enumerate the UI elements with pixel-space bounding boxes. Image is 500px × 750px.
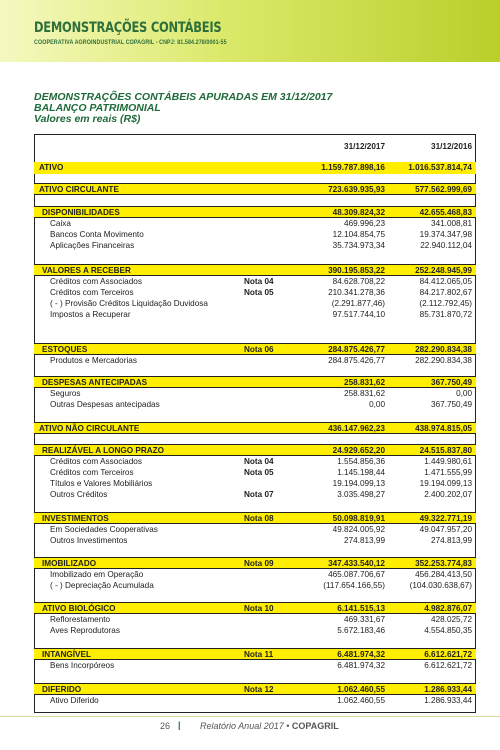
table-row — [34, 467, 476, 478]
table-row — [34, 276, 476, 287]
value-2017: 6.481.974,32 — [337, 661, 385, 670]
value-2017: 49.824.005,92 — [332, 525, 385, 534]
table-row — [34, 376, 476, 388]
table-row — [34, 683, 476, 695]
row-label: Créditos com Associados — [50, 457, 142, 466]
row-label: DIFERIDO — [42, 685, 82, 694]
value-2016: 49.047.957,20 — [419, 525, 472, 534]
value-2017: 258.831,62 — [344, 378, 385, 387]
table-row — [34, 489, 476, 500]
table-row — [34, 388, 476, 399]
table-row — [34, 298, 476, 309]
column-header-2016: 31/12/2016 — [431, 142, 472, 151]
value-2017: 258.831,62 — [344, 389, 385, 398]
row-label: Seguros — [50, 389, 81, 398]
table-row — [34, 456, 476, 467]
value-2016: 19.194.099,13 — [419, 479, 472, 488]
table-row — [34, 602, 476, 614]
table-row — [34, 343, 476, 355]
header-band — [0, 0, 500, 62]
row-note: Nota 12 — [244, 685, 274, 694]
value-2016: 1.449.980,61 — [424, 457, 472, 466]
footer-separator: | — [178, 720, 181, 730]
value-2017: 5.672.183,46 — [337, 626, 385, 635]
table-row — [34, 399, 476, 410]
row-label: Títulos e Valores Mobiliários — [50, 479, 153, 488]
value-2017: 1.062.460,55 — [337, 696, 385, 705]
row-label: Caixa — [50, 219, 71, 228]
table-row — [34, 695, 476, 706]
value-2017: (117.654.166,55) — [323, 581, 385, 590]
value-2016: 42.655.468,83 — [419, 208, 472, 217]
row-label: Impostos a Recuperar — [50, 310, 131, 319]
table-row — [34, 524, 476, 535]
row-label: ( - ) Provisão Créditos Liquidação Duvidosa — [50, 299, 208, 308]
value-2017: 84.628.708,22 — [332, 277, 385, 286]
value-2016: 367.750,49 — [431, 400, 472, 409]
row-note: Nota 05 — [244, 288, 274, 297]
table-row — [34, 535, 476, 546]
value-2016: 49.322.771,19 — [419, 514, 472, 523]
table-row — [34, 569, 476, 580]
value-2017: 35.734.973,34 — [332, 241, 385, 250]
value-2016: 1.286.933,44 — [424, 696, 472, 705]
row-label: Imobilizado em Operação — [50, 570, 144, 579]
row-note: Nota 04 — [244, 457, 274, 466]
row-label: ATIVO NÃO CIRCULANTE — [39, 424, 140, 433]
value-2016: 84.412.065,05 — [419, 277, 472, 286]
value-2017: 1.159.787.898,16 — [321, 163, 385, 172]
table-row — [34, 422, 476, 434]
row-label: ( - ) Depreciação Acumulada — [50, 581, 154, 590]
row-label: DESPESAS ANTECIPADAS — [42, 378, 148, 387]
table-row — [34, 512, 476, 524]
value-2017: (2.291.877,46) — [331, 299, 385, 308]
column-header-2017: 31/12/2017 — [344, 142, 385, 151]
value-2017: 469.331,67 — [344, 615, 385, 624]
value-2017: 284.875.426,77 — [328, 345, 385, 354]
row-note: Nota 09 — [244, 559, 274, 568]
value-2017: 97.517.744,10 — [332, 310, 385, 319]
row-label: REALIZÁVEL A LONGO PRAZO — [42, 446, 165, 455]
page-footer — [0, 717, 500, 737]
row-label: Créditos com Terceiros — [50, 468, 134, 477]
row-label: INTANGÍVEL — [42, 650, 91, 659]
row-note: Nota 10 — [244, 604, 274, 613]
table-row — [34, 557, 476, 569]
row-note: Nota 07 — [244, 490, 274, 499]
row-label: Em Sociedades Cooperativas — [50, 525, 158, 534]
value-2016: 4.982.876,07 — [424, 604, 472, 613]
row-label: IMOBILIZADO — [42, 559, 97, 568]
page-number: 26 — [160, 721, 171, 731]
row-label: Aplicações Financeiras — [50, 241, 135, 250]
row-label: Outros Investimentos — [50, 536, 128, 545]
value-2016: 282.290.834,38 — [415, 345, 472, 354]
value-2016: 19.374.347,98 — [419, 230, 472, 239]
table-row — [34, 162, 476, 174]
value-2016: 1.471.555,99 — [424, 468, 472, 477]
value-2017: 1.554.856,36 — [337, 457, 385, 466]
value-2016: 0,00 — [456, 389, 472, 398]
value-2017: 12.104.854,75 — [332, 230, 385, 239]
doc-subtitle: BALANÇO PATRIMONIAL — [34, 102, 161, 114]
row-label: DISPONIBILIDADES — [42, 208, 120, 217]
table-row — [34, 309, 476, 320]
doc-units: Valores em reais (R$) — [34, 113, 141, 125]
row-label: ATIVO — [39, 163, 64, 172]
table-header-row — [34, 141, 476, 152]
doc-title: DEMONSTRAÇÕES CONTÁBEIS APURADAS EM 31/12/2017 — [34, 91, 333, 103]
row-label: Produtos e Mercadorias — [50, 356, 137, 365]
value-2016: 282.290.834,38 — [415, 356, 472, 365]
table-row — [34, 660, 476, 671]
value-2016: 6.612.621,72 — [424, 650, 472, 659]
value-2016: 456.284.413,50 — [415, 570, 472, 579]
table-row — [34, 580, 476, 591]
row-label: Aves Reprodutoras — [50, 626, 120, 635]
row-label: Bens Incorpóreos — [50, 661, 115, 670]
value-2017: 48.309.824,32 — [332, 208, 385, 217]
table-row — [34, 478, 476, 489]
value-2017: 50.098.819,91 — [332, 514, 385, 523]
table-row — [34, 355, 476, 366]
row-note: Nota 08 — [244, 514, 274, 523]
row-label: Reflorestamento — [50, 615, 111, 624]
row-label: VALORES A RECEBER — [42, 266, 131, 275]
table-row — [34, 183, 476, 195]
value-2016: 84.217.802,67 — [419, 288, 472, 297]
value-2016: 367.750,49 — [431, 378, 472, 387]
row-label: Créditos com Associados — [50, 277, 142, 286]
row-label: Ativo Diferido — [50, 696, 99, 705]
value-2017: 436.147.962,23 — [328, 424, 385, 433]
value-2016: 22.940.112,04 — [420, 241, 472, 250]
row-label: ATIVO CIRCULANTE — [39, 185, 119, 194]
value-2017: 284.875.426,77 — [328, 356, 385, 365]
value-2016: (104.030.638,67) — [409, 581, 472, 590]
footer-report-title: Relatório Anual 2017 • — [200, 721, 290, 731]
table-row — [34, 218, 476, 229]
row-note: Nota 05 — [244, 468, 274, 477]
value-2016: 4.554.850,35 — [424, 626, 472, 635]
header-title: DEMONSTRAÇÕES CONTÁBEIS — [34, 20, 222, 36]
value-2016: 274.813,99 — [431, 536, 472, 545]
table-row — [34, 648, 476, 660]
value-2017: 19.194.099,13 — [332, 479, 385, 488]
table-row — [34, 625, 476, 636]
value-2016: 24.515.837,80 — [419, 446, 472, 455]
row-label: Créditos com Terceiros — [50, 288, 134, 297]
table-row — [34, 264, 476, 276]
row-label: ESTOQUES — [42, 345, 88, 354]
value-2016: 428.025,72 — [431, 615, 472, 624]
value-2016: (2.112.792,45) — [419, 299, 472, 308]
value-2017: 465.087.706,67 — [328, 570, 385, 579]
value-2017: 347.433.540,12 — [328, 559, 385, 568]
value-2017: 210.341.278,36 — [328, 288, 385, 297]
value-2017: 1.062.460,55 — [337, 685, 385, 694]
table-row — [34, 287, 476, 298]
table-row — [34, 229, 476, 240]
value-2016: 2.400.202,07 — [424, 490, 472, 499]
table-row — [34, 444, 476, 456]
table-row — [34, 240, 476, 251]
row-label: Outras Despesas antecipadas — [50, 400, 160, 409]
table-row — [34, 614, 476, 625]
value-2016: 1.016.537.814,74 — [408, 163, 472, 172]
value-2016: 6.612.621,72 — [424, 661, 472, 670]
row-label: Bancos Conta Movimento — [50, 230, 144, 239]
value-2016: 352.253.774,83 — [415, 559, 472, 568]
value-2016: 577.562.999,69 — [415, 185, 472, 194]
value-2016: 341.008,81 — [431, 219, 472, 228]
table-row — [34, 206, 476, 218]
value-2016: 438.974.815,05 — [415, 424, 472, 433]
row-note: Nota 11 — [244, 650, 274, 659]
row-label: ATIVO BIOLÓGICO — [42, 604, 116, 613]
value-2016: 85.731.870,72 — [419, 310, 472, 319]
row-note: Nota 06 — [244, 345, 274, 354]
value-2017: 1.145.198,44 — [337, 468, 385, 477]
value-2017: 3.035.498,27 — [337, 490, 385, 499]
row-label: Outros Créditos — [50, 490, 108, 499]
footer-text — [200, 721, 339, 731]
value-2017: 24.929.652,20 — [332, 446, 385, 455]
footer-brand: COPAGRIL — [291, 721, 339, 731]
value-2017: 6.141.515,13 — [337, 604, 385, 613]
value-2016: 252.248.945,99 — [415, 266, 472, 275]
value-2017: 723.639.935,93 — [328, 185, 385, 194]
value-2017: 274.813,99 — [344, 536, 385, 545]
row-label: INVESTIMENTOS — [42, 514, 109, 523]
row-note: Nota 04 — [244, 277, 274, 286]
value-2017: 6.481.974,32 — [337, 650, 385, 659]
header-subtitle: COOPERATIVA AGROINDUSTRIAL COPAGRIL - CNPJ: 81.584.278/0001-55 — [34, 39, 227, 46]
value-2017: 390.195.853,22 — [328, 266, 385, 275]
value-2016: 1.286.933,44 — [424, 685, 472, 694]
value-2017: 469.996,23 — [344, 219, 385, 228]
value-2017: 0,00 — [369, 400, 385, 409]
